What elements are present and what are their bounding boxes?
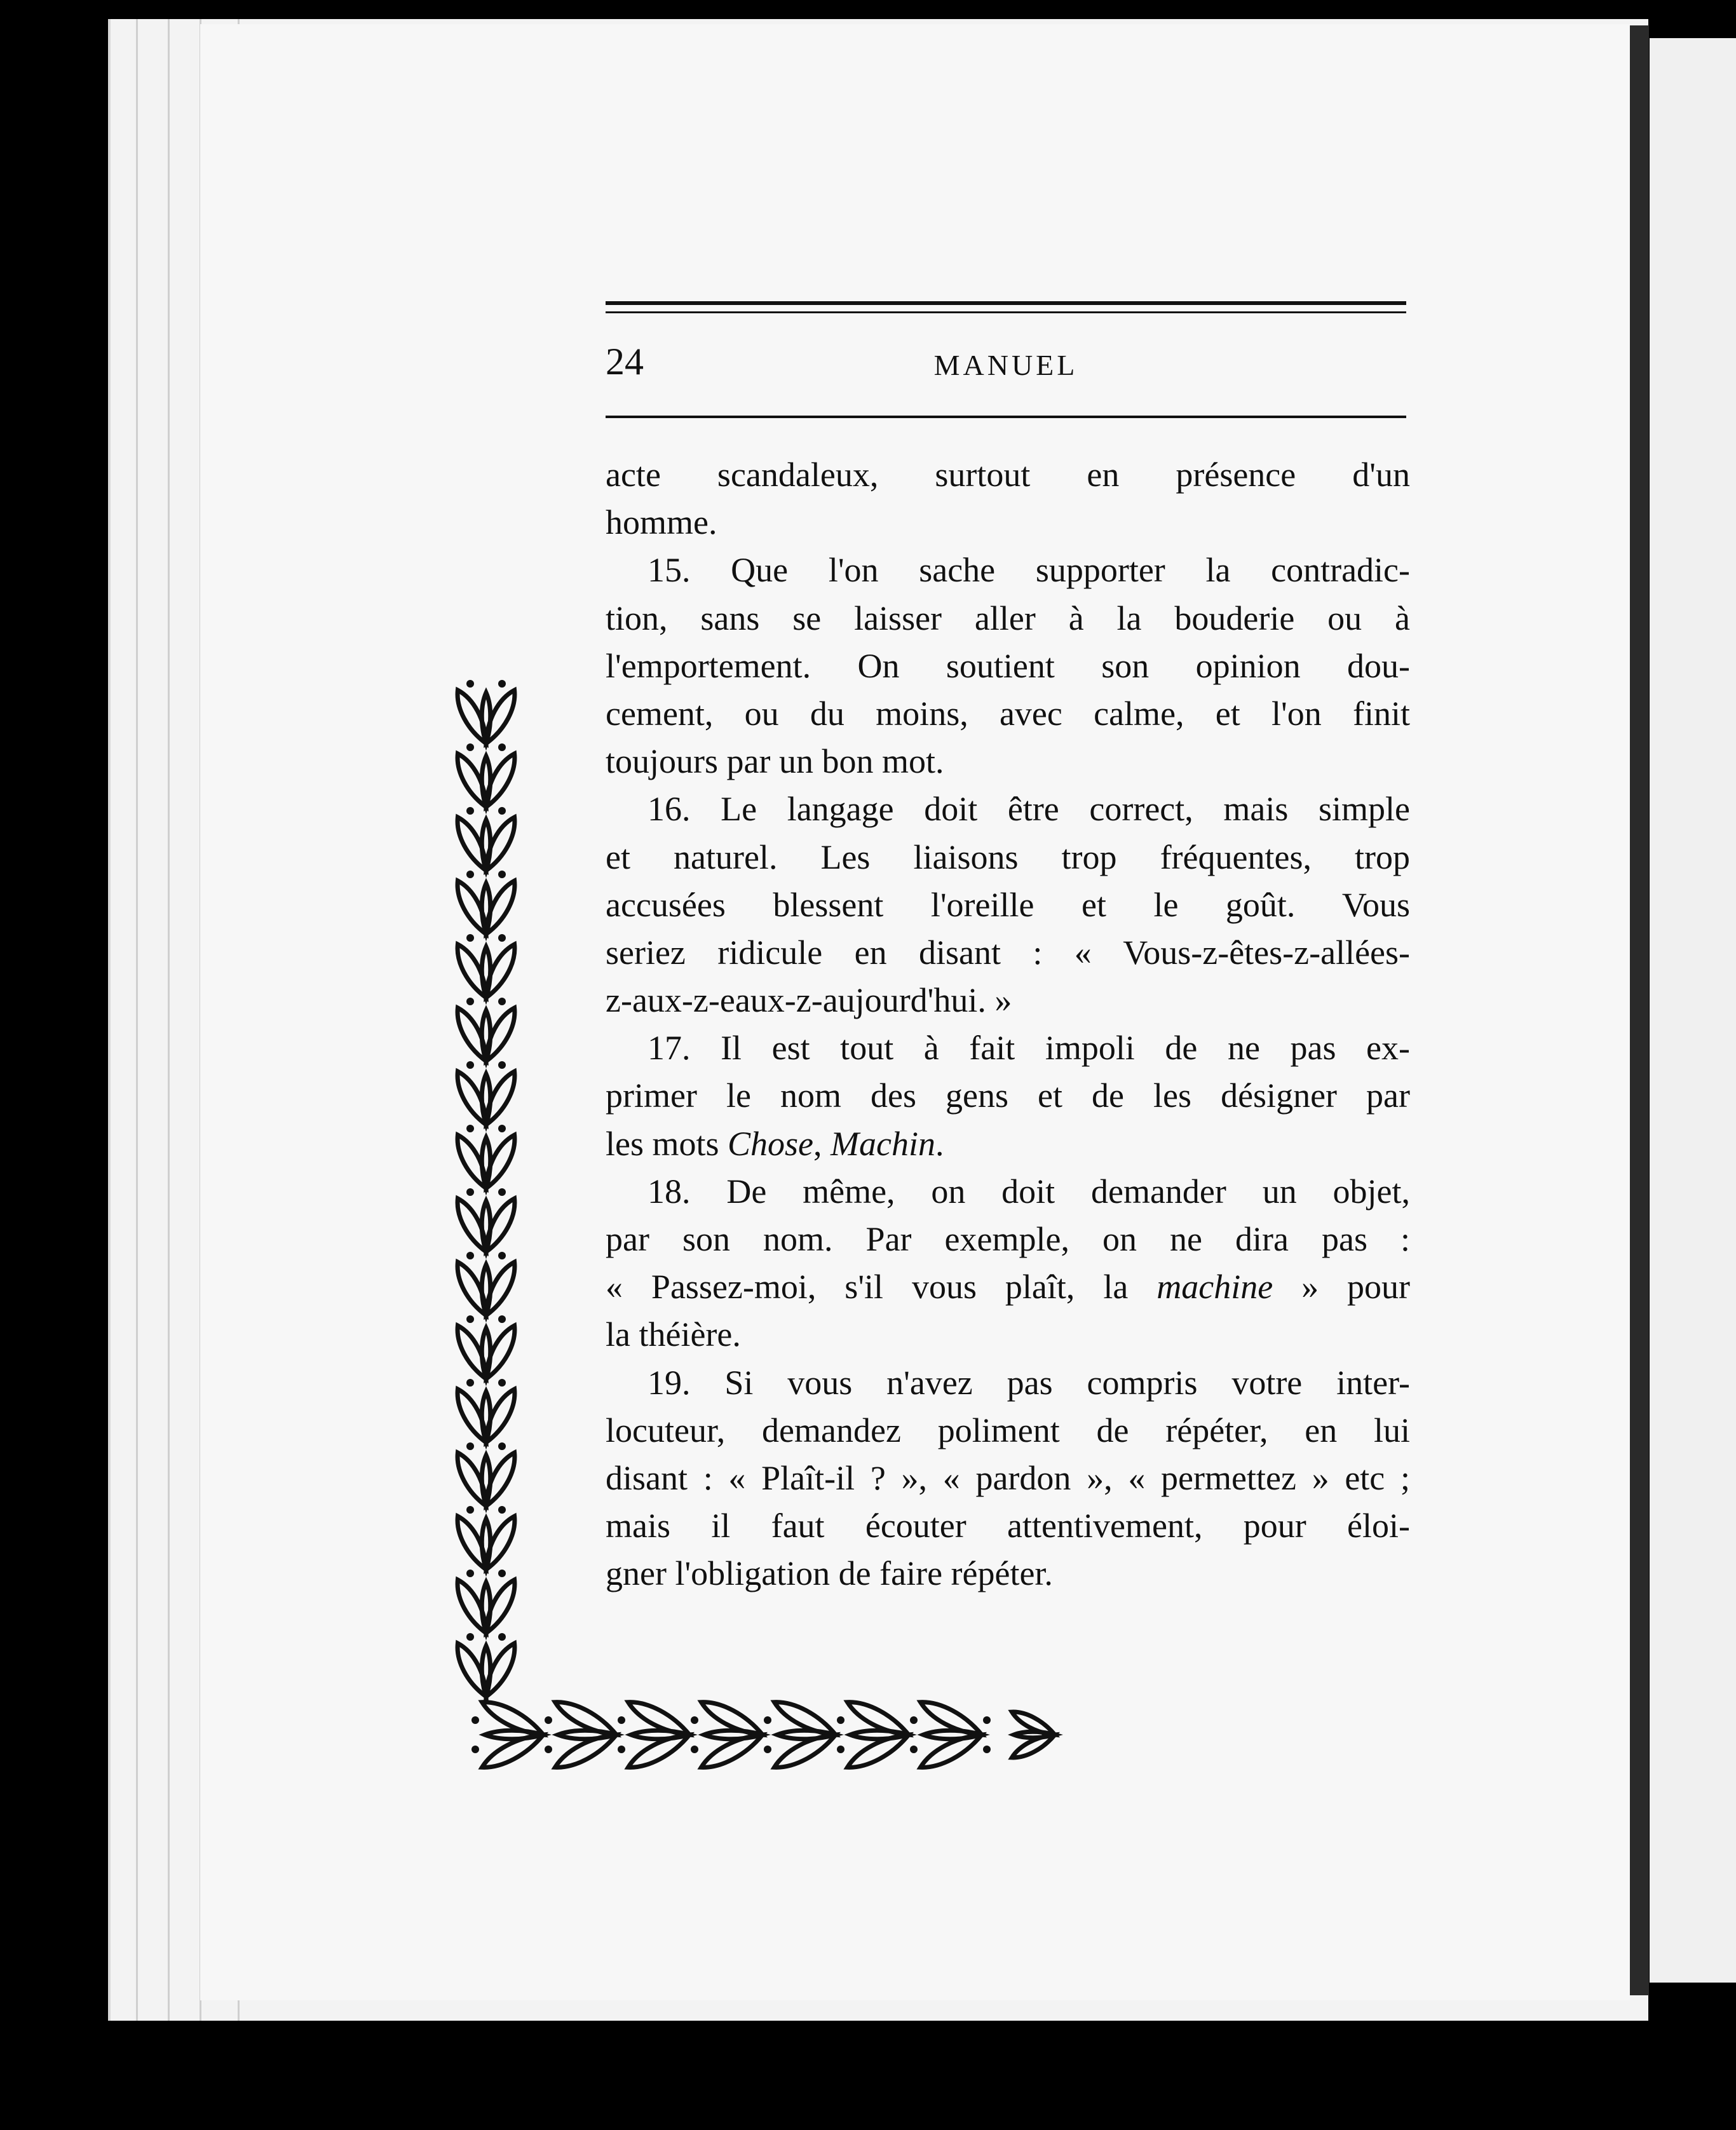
laurel-berry-icon xyxy=(466,1570,474,1577)
text-line: tion, sans se laisser aller à la bouderie ou à xyxy=(606,599,1410,637)
laurel-leaf-icon xyxy=(482,1519,491,1570)
laurel-berry-icon xyxy=(983,1716,991,1724)
laurel-leaf-icon xyxy=(482,1074,491,1125)
running-title: MANUEL xyxy=(933,349,1078,381)
laurel-berry-icon xyxy=(910,1746,918,1753)
laurel-berry-icon xyxy=(983,1746,991,1753)
laurel-motif-icon xyxy=(451,680,521,747)
laurel-berry-icon xyxy=(498,1315,506,1323)
laurel-berry-icon xyxy=(498,1125,506,1132)
text-line: acte scandaleux, surtout en présence d'un xyxy=(606,456,1410,494)
laurel-berry-icon xyxy=(498,1379,506,1387)
laurel-leaf-icon xyxy=(923,1730,982,1739)
laurel-motif-icon xyxy=(837,1695,912,1774)
laurel-berry-icon xyxy=(466,1252,474,1259)
text-line: locuteur, demandez poliment de répéter, en lui xyxy=(606,1411,1410,1449)
laurel-berry-icon xyxy=(837,1716,844,1724)
laurel-motif-icon xyxy=(451,1061,521,1129)
laurel-leaf-icon xyxy=(558,1730,616,1739)
laurel-leaf-icon xyxy=(482,820,491,871)
laurel-motif-icon xyxy=(618,1695,693,1774)
text-fragment: les mots xyxy=(606,1124,728,1163)
laurel-berry-icon xyxy=(466,1188,474,1196)
text-line: z-aux-z-eaux-z-aujourd'hui. » xyxy=(606,981,1012,1020)
text-line: et naturel. Les liaisons trop fréquentes, trop xyxy=(606,838,1410,876)
text-line: par son nom. Par exemple, on ne dira pas : xyxy=(606,1220,1410,1258)
laurel-leaf-icon xyxy=(1014,1732,1055,1737)
text-line: 16. Le langage doit être correct, mais simple xyxy=(648,790,1410,829)
book-gutter xyxy=(1630,25,1649,1995)
laurel-berry-icon xyxy=(498,1061,506,1069)
text-line xyxy=(606,1263,1410,1311)
laurel-berry-icon xyxy=(691,1716,698,1724)
laurel-berry-icon xyxy=(471,1716,479,1724)
laurel-berry-icon xyxy=(545,1746,552,1753)
laurel-leaf-icon xyxy=(482,947,491,998)
text-line: l'emportement. On soutient son opinion dou- xyxy=(606,646,1410,685)
laurel-berry-icon xyxy=(466,934,474,942)
laurel-motif-icon xyxy=(451,871,521,938)
laurel-berry-icon xyxy=(498,1252,506,1259)
laurel-leaf-icon xyxy=(482,756,491,807)
laurel-motif-icon xyxy=(764,1695,839,1774)
italic-term: machine xyxy=(1156,1268,1273,1306)
laurel-berry-icon xyxy=(466,1125,474,1132)
laurel-berry-icon xyxy=(764,1716,771,1724)
laurel-berry-icon xyxy=(466,1061,474,1069)
text-line: disant : « Plaît-il ? », « pardon », « permettez » etc ; xyxy=(606,1458,1410,1497)
laurel-berry-icon xyxy=(498,1633,506,1641)
laurel-motif-icon xyxy=(451,1442,521,1510)
laurel-motif-icon xyxy=(451,1252,521,1319)
laurel-berry-icon xyxy=(498,1442,506,1450)
text-fragment: « Passez-moi, s'il vous plaît, la xyxy=(606,1268,1157,1306)
page-edge xyxy=(136,19,138,2021)
laurel-berry-icon xyxy=(466,1506,474,1514)
laurel-leaf-icon xyxy=(482,1201,491,1252)
laurel-leaf-icon xyxy=(704,1730,763,1739)
laurel-berry-icon xyxy=(498,1506,506,1514)
header-double-rule-bottom xyxy=(606,311,1406,313)
laurel-berry-icon xyxy=(498,934,506,942)
text-line: primer le nom des gens et de les désigner par xyxy=(606,1076,1410,1115)
laurel-berry-icon xyxy=(691,1746,698,1753)
laurel-berry-icon xyxy=(466,998,474,1005)
text-line: la théière. xyxy=(606,1315,741,1354)
laurel-berry-icon xyxy=(837,1746,844,1753)
laurel-motif-icon xyxy=(451,1125,521,1192)
text-line: mais il faut écouter attentivement, pour éloi- xyxy=(606,1507,1410,1545)
laurel-berry-icon xyxy=(466,871,474,878)
text-line: cement, ou du moins, avec calme, et l'on finit xyxy=(606,694,1410,733)
text-line: homme. xyxy=(606,503,717,542)
laurel-motif-icon xyxy=(451,1188,521,1256)
laurel-leaf-icon xyxy=(482,693,491,743)
text-line: toujours par un bon mot. xyxy=(606,742,944,781)
laurel-leaf-icon xyxy=(482,1328,491,1379)
laurel-motif-icon xyxy=(451,807,521,874)
laurel-berry-icon xyxy=(498,680,506,688)
laurel-berry-icon xyxy=(545,1716,552,1724)
laurel-leaf-icon xyxy=(482,1265,491,1315)
laurel-leaf-icon xyxy=(777,1730,836,1739)
facing-page-edge xyxy=(1650,38,1736,1983)
laurel-berry-icon xyxy=(471,1746,479,1753)
laurel-motif-icon xyxy=(451,743,521,811)
laurel-motif-icon xyxy=(451,1315,521,1383)
laurel-leaf-icon xyxy=(482,883,491,934)
laurel-leaf-icon xyxy=(482,1582,491,1633)
laurel-leaf-icon xyxy=(482,1392,491,1442)
laurel-berry-icon xyxy=(466,1442,474,1450)
laurel-leaf-icon xyxy=(850,1730,909,1739)
text-line: 15. Que l'on sache supporter la contradic- xyxy=(648,551,1410,590)
laurel-motif-icon xyxy=(451,1506,521,1573)
text-line: accusées blessent l'oreille et le goût. Vous xyxy=(606,885,1410,924)
laurel-berry-icon xyxy=(466,743,474,751)
laurel-leaf-icon xyxy=(482,1137,491,1188)
laurel-motif-icon xyxy=(910,1695,986,1774)
running-header xyxy=(606,330,1406,388)
laurel-border-horizontal xyxy=(445,1687,1118,1782)
laurel-berry-icon xyxy=(466,1315,474,1323)
text-line: gner l'obligation de faire répéter. xyxy=(606,1554,1053,1593)
laurel-berry-icon xyxy=(498,743,506,751)
laurel-leaf-icon xyxy=(482,1455,491,1506)
italic-term: Machin xyxy=(831,1124,935,1163)
laurel-berry-icon xyxy=(466,1379,474,1387)
text-fragment: , xyxy=(813,1124,831,1163)
laurel-berry-icon xyxy=(618,1746,625,1753)
laurel-berry-icon xyxy=(498,1570,506,1577)
italic-term: Chose xyxy=(728,1124,814,1163)
laurel-motif-icon xyxy=(451,1379,521,1446)
text-line: 19. Si vous n'avez pas compris votre inter- xyxy=(648,1363,1410,1402)
laurel-berry-icon xyxy=(498,998,506,1005)
laurel-leaf-icon xyxy=(485,1730,543,1739)
text-line xyxy=(606,1120,1410,1168)
laurel-motif-icon xyxy=(451,934,521,1001)
laurel-motif-icon xyxy=(471,1695,547,1774)
laurel-berry-icon xyxy=(466,807,474,815)
laurel-motif-icon xyxy=(983,1707,1057,1763)
laurel-motif-icon xyxy=(451,1570,521,1637)
laurel-leaf-icon xyxy=(631,1730,689,1739)
laurel-motif-icon xyxy=(545,1695,620,1774)
laurel-leaf-icon xyxy=(482,1010,491,1061)
page-number: 24 xyxy=(606,341,644,383)
text-line: 18. De même, on doit demander un objet, xyxy=(648,1172,1410,1211)
text-fragment: . xyxy=(935,1124,944,1163)
text-line: 17. Il est tout à fait impoli de ne pas ex- xyxy=(648,1029,1410,1068)
text-line: seriez ridicule en disant : « Vous-z-êtes-z-allées- xyxy=(606,933,1410,972)
laurel-border-vertical xyxy=(445,655,527,1725)
laurel-berry-icon xyxy=(466,680,474,688)
laurel-berry-icon xyxy=(466,1633,474,1641)
laurel-berry-icon xyxy=(764,1746,771,1753)
text-fragment: » pour xyxy=(1273,1268,1411,1306)
laurel-berry-icon xyxy=(498,807,506,815)
page-edge xyxy=(168,19,170,2021)
laurel-berry-icon xyxy=(910,1716,918,1724)
header-double-rule-top xyxy=(606,301,1406,305)
laurel-berry-icon xyxy=(498,1188,506,1196)
laurel-berry-icon xyxy=(618,1716,625,1724)
header-rule-below xyxy=(606,416,1406,418)
laurel-berry-icon xyxy=(498,871,506,878)
laurel-motif-icon xyxy=(691,1695,766,1774)
body-text xyxy=(606,451,1410,1598)
laurel-motif-icon xyxy=(451,998,521,1065)
